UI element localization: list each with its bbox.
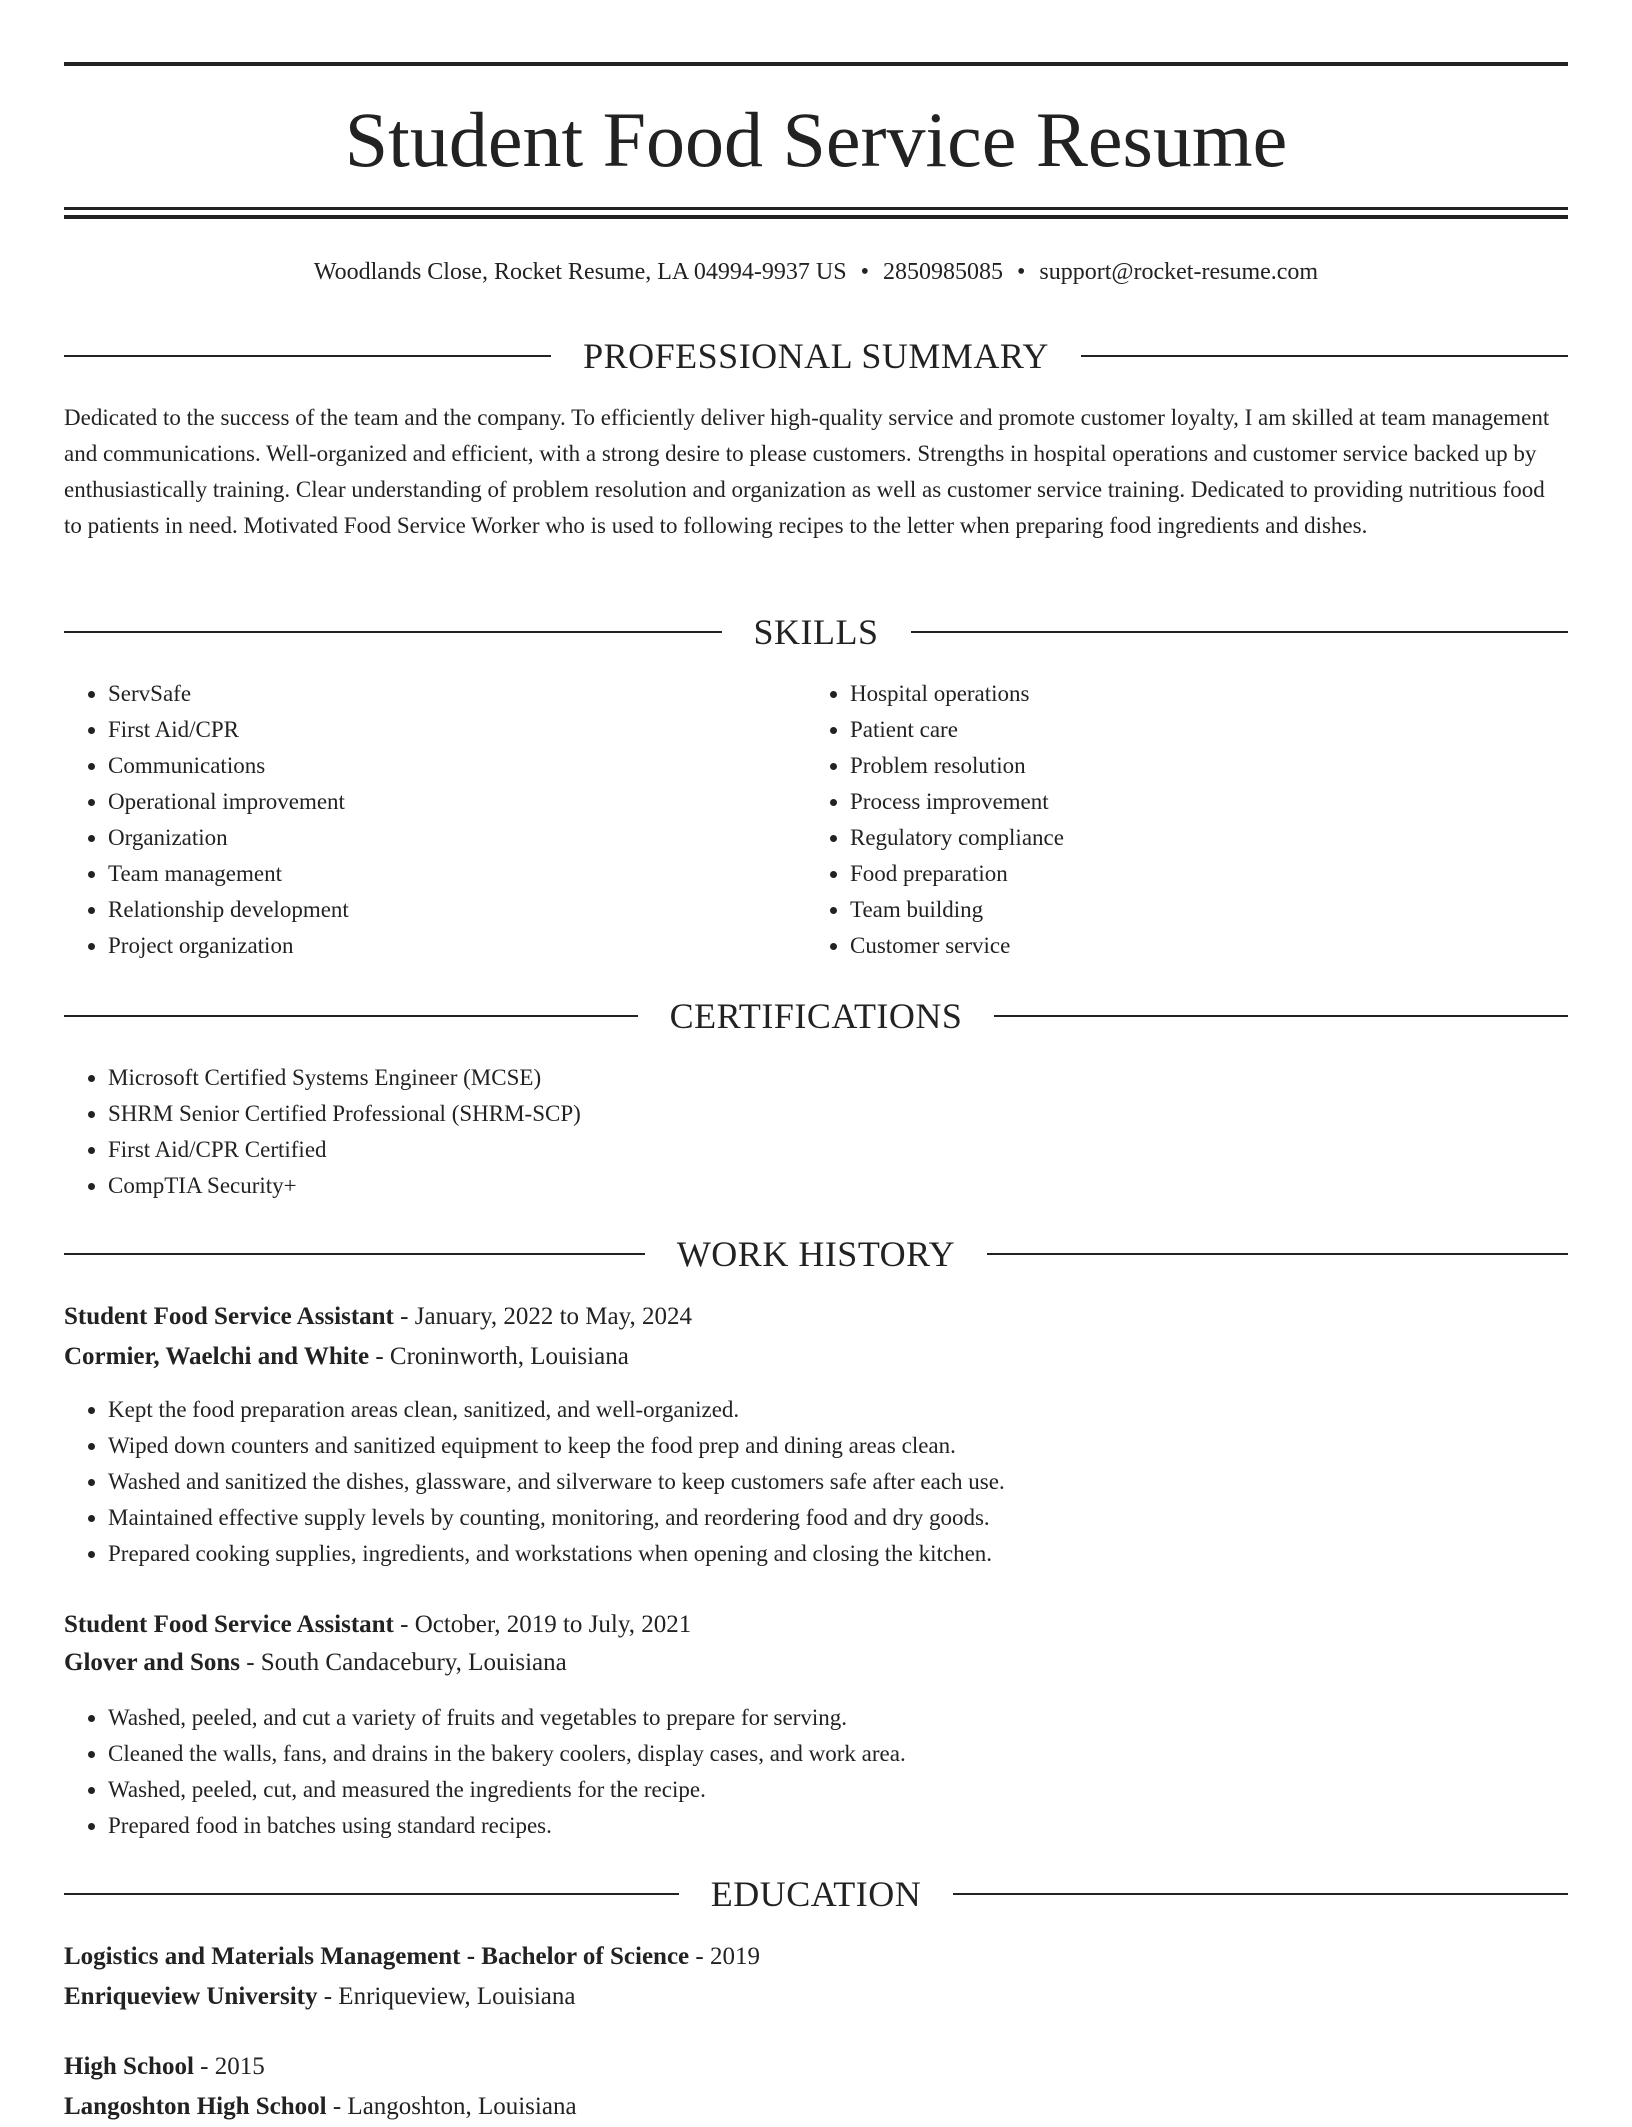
section-title-certifications: CERTIFICATIONS: [669, 996, 963, 1036]
skill-item: • Operational improvement: [108, 784, 808, 820]
section-heading-education: [64, 1872, 1568, 1916]
skills-list-right: [806, 676, 1550, 964]
skill-item: • Food preparation: [850, 856, 1550, 892]
section-heading-skills: [64, 610, 1568, 654]
skill-item: • Customer service: [850, 928, 1550, 964]
job-duty: • Wiped down counters and sanitized equipment to keep the food prep and dining areas clean.: [108, 1428, 1588, 1464]
certifications-list: [64, 1060, 1508, 1204]
section-title-education: EDUCATION: [710, 1874, 922, 1914]
certification-item: • First Aid/CPR Certified: [108, 1132, 1508, 1168]
heading-line-left: [64, 631, 722, 633]
skill-item: • Patient care: [850, 712, 1550, 748]
skill-item: • ServSafe: [108, 676, 808, 712]
job-duty: • Prepared food in batches using standard recipes.: [108, 1808, 1588, 1844]
contact-separator: •: [860, 259, 869, 285]
top-rule: [64, 62, 1568, 66]
job-duty: • Kept the food preparation areas clean, sanitized, and well-organized.: [108, 1392, 1588, 1428]
heading-line-right: [911, 631, 1569, 633]
job-duties-list: [64, 1700, 1588, 1844]
education-school-line: [64, 1977, 576, 2017]
skill-item: • Hospital operations: [850, 676, 1550, 712]
skills-list-left: [64, 676, 808, 964]
job-duty: • Cleaned the walls, fans, and drains in the bakery coolers, display cases, and work area.: [108, 1736, 1588, 1772]
title-rule-lower: [64, 215, 1568, 219]
heading-line-left: [64, 1015, 638, 1017]
job-dates: - October, 2019 to July, 2021: [393, 1611, 692, 1638]
certification-item: • CompTIA Security+: [108, 1168, 1508, 1204]
skill-item: • Regulatory compliance: [850, 820, 1550, 856]
job-location: - Croninworth, Louisiana: [369, 1343, 629, 1370]
job-company: Cormier, Waelchi and White: [64, 1343, 370, 1370]
heading-line-right: [994, 1015, 1568, 1017]
skill-item: • Problem resolution: [850, 748, 1550, 784]
skill-item: • Process improvement: [850, 784, 1550, 820]
heading-line-right: [1081, 355, 1568, 357]
job-duty: • Washed, peeled, and cut a variety of fruits and vegetables to prepare for serving.: [108, 1700, 1588, 1736]
education-degree: Logistics and Materials Management - Bachelor of Science: [64, 1943, 690, 1970]
job-company-line: [64, 1643, 567, 1683]
education-location: - Enriqueview, Louisiana: [317, 1983, 576, 2010]
job-duty: • Maintained effective supply levels by counting, monitoring, and reordering food and dry goods.: [108, 1500, 1588, 1536]
section-heading-summary: [64, 334, 1568, 378]
certification-item: • Microsoft Certified Systems Engineer (MCSE): [108, 1060, 1508, 1096]
job-title-line: [64, 1297, 692, 1337]
heading-line-right: [987, 1253, 1568, 1255]
contact-line: [64, 254, 1568, 290]
education-year: - 2015: [193, 2053, 265, 2080]
education-location: - Langoshton, Louisiana: [326, 2093, 577, 2120]
section-heading-certifications: [64, 994, 1568, 1038]
certification-item: • SHRM Senior Certified Professional (SHRM-SCP): [108, 1096, 1508, 1132]
education-degree-line: [64, 1937, 760, 1977]
education-degree: High School: [64, 2053, 194, 2080]
heading-line-left: [64, 355, 551, 357]
job-title-line: [64, 1605, 691, 1645]
job-duty: • Washed and sanitized the dishes, glassware, and silverware to keep customers safe after each use.: [108, 1464, 1588, 1500]
job-dates: - January, 2022 to May, 2024: [393, 1303, 692, 1330]
job-title: Student Food Service Assistant: [64, 1611, 394, 1638]
education-school: Langoshton High School: [64, 2093, 327, 2120]
skill-item: • Project organization: [108, 928, 808, 964]
job-company: Glover and Sons: [64, 1649, 240, 1676]
heading-line-right: [953, 1893, 1568, 1895]
contact-email: support@rocket-resume.com: [1039, 259, 1319, 285]
skill-item: • Team management: [108, 856, 808, 892]
job-duties-list: [64, 1392, 1588, 1572]
skill-item: • Team building: [850, 892, 1550, 928]
skill-item: • Communications: [108, 748, 808, 784]
education-school-line: [64, 2087, 577, 2127]
education-year: - 2019: [689, 1943, 760, 1970]
contact-separator: •: [1017, 259, 1026, 285]
education-school: Enriqueview University: [64, 1983, 318, 2010]
job-duty: • Washed, peeled, cut, and measured the ingredients for the recipe.: [108, 1772, 1588, 1808]
job-title: Student Food Service Assistant: [64, 1303, 394, 1330]
skill-item: • Relationship development: [108, 892, 808, 928]
skill-item: • First Aid/CPR: [108, 712, 808, 748]
job-duty: • Prepared cooking supplies, ingredients, and workstations when opening and closing the kitchen.: [108, 1536, 1588, 1572]
contact-address: Woodlands Close, Rocket Resume, LA 04994-9937 US: [313, 259, 847, 285]
heading-line-left: [64, 1253, 645, 1255]
resume-title: Student Food Service Resume: [344, 96, 1288, 183]
section-title-summary: PROFESSIONAL SUMMARY: [583, 336, 1049, 376]
title-rule-upper: [64, 207, 1568, 210]
contact-phone: 2850985085: [883, 259, 1003, 285]
heading-line-left: [64, 1893, 679, 1895]
summary-paragraph: Dedicated to the success of the team and the company. To efficiently deliver high-quality service and promote customer loyalty, I am skilled at team management and communications. Well-organized and efficient, with a strong desire to please customers. Strengths in hospital operations and customer service backed up by enthusiastically training. Clear understanding of problem resolution and organization as well as customer service training. Dedicated to providing nutritious food to patients in need. Motivated Food Service Worker who is used to following recipes to the letter when preparing food ingredients and dishes.: [64, 405, 1550, 538]
education-degree-line: [64, 2047, 265, 2087]
section-heading-work: [64, 1232, 1568, 1276]
skill-item: • Organization: [108, 820, 808, 856]
job-company-line: [64, 1337, 629, 1377]
section-title-skills: SKILLS: [753, 612, 879, 652]
section-title-work: WORK HISTORY: [676, 1234, 956, 1274]
job-location: - South Candacebury, Louisiana: [239, 1649, 567, 1676]
